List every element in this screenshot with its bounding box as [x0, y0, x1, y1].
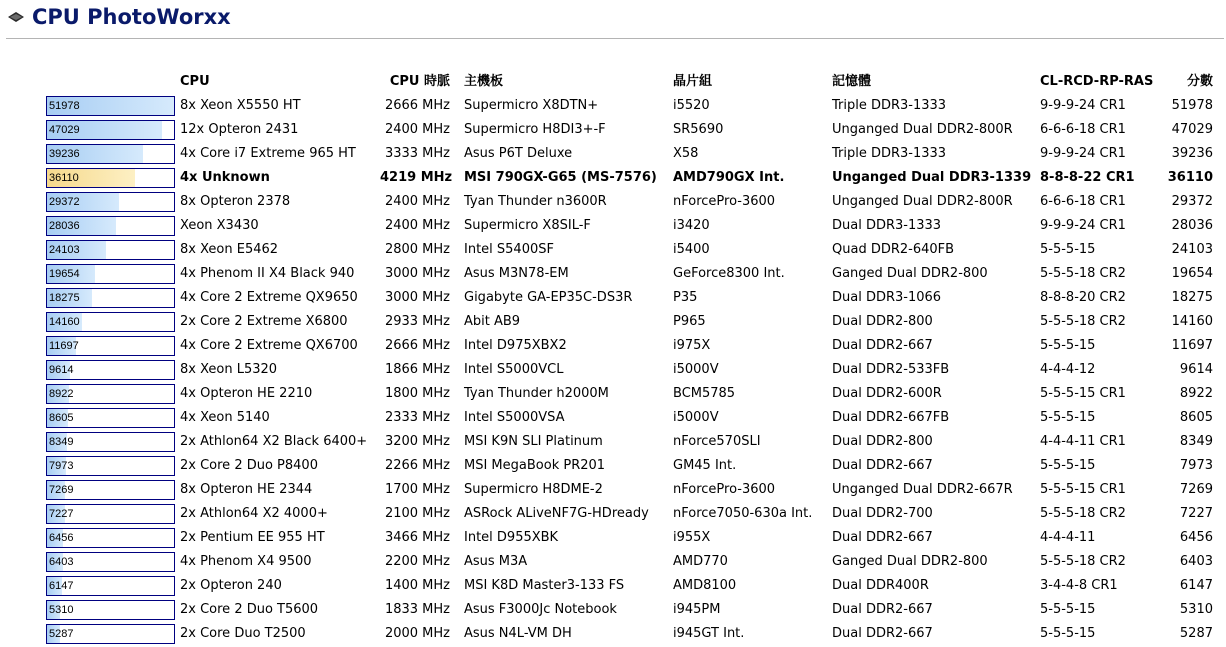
score-bar [46, 168, 175, 188]
score: 19654 [1171, 266, 1213, 281]
cpu-clock: 2266 MHz [384, 458, 450, 473]
motherboard: MSI K8D Master3-133 FS [464, 578, 625, 593]
score-bar-label: 11697 [49, 340, 79, 352]
chipset: i5520 [673, 98, 710, 113]
table-header [0, 70, 1226, 94]
score-bar [46, 144, 175, 164]
memory: Unganged Dual DDR2-800R [832, 194, 1013, 209]
cpu-name: 4x Core 2 Extreme QX6700 [180, 338, 358, 353]
memory: Dual DDR2-800 [832, 314, 933, 329]
chipset: AMD790GX Int. [673, 170, 785, 185]
score-bar [46, 384, 175, 404]
score-bar [46, 120, 175, 140]
memory: Dual DDR2-600R [832, 386, 942, 401]
memory-timing: 6-6-6-18 CR1 [1040, 122, 1126, 137]
memory: Dual DDR2-667 [832, 602, 933, 617]
table-row [0, 118, 1226, 142]
score: 6403 [1179, 554, 1213, 569]
cpu-name: 2x Core 2 Duo T5600 [180, 602, 319, 617]
memory: Dual DDR2-800 [832, 434, 933, 449]
score-bar [46, 360, 175, 380]
memory-timing: 5-5-5-15 [1040, 602, 1096, 617]
score: 7269 [1179, 482, 1213, 497]
score-bar-label: 8605 [49, 412, 74, 424]
memory: Triple DDR3-1333 [832, 146, 947, 161]
cpu-name: 2x Athlon64 X2 4000+ [180, 506, 328, 521]
motherboard: Asus M3N78-EM [464, 266, 569, 281]
cpu-clock: 2666 MHz [384, 98, 450, 113]
score-bar [46, 456, 175, 476]
cpu-name: 4x Unknown [180, 170, 270, 185]
score-bar [46, 192, 175, 212]
memory: Dual DDR2-667 [832, 626, 933, 641]
memory: Unganged Dual DDR3-1339 [832, 170, 1032, 185]
memory-timing: 9-9-9-24 CR1 [1040, 98, 1126, 113]
motherboard: Supermicro H8DME-2 [464, 482, 603, 497]
cpu-clock: 2400 MHz [384, 194, 450, 209]
chipset: nForce570SLI [673, 434, 761, 449]
score-bar-label: 18275 [49, 292, 80, 304]
memory-timing: 5-5-5-18 CR2 [1040, 266, 1126, 281]
memory: Ganged Dual DDR2-800 [832, 554, 988, 569]
memory-timing: 5-5-5-15 [1040, 338, 1096, 353]
cpu-clock: 3000 MHz [384, 266, 450, 281]
score-bar-label: 8349 [49, 436, 74, 448]
table-row [0, 166, 1226, 190]
score-bar-label: 6403 [49, 556, 74, 568]
memory-timing: 8-8-8-22 CR1 [1040, 170, 1135, 185]
memory: Unganged Dual DDR2-800R [832, 122, 1013, 137]
score-bar-label: 7269 [49, 484, 74, 496]
score: 8349 [1179, 434, 1213, 449]
table-row [0, 94, 1226, 118]
cpu-clock: 1700 MHz [384, 482, 450, 497]
memory-timing: 8-8-8-20 CR2 [1040, 290, 1126, 305]
memory-timing: 5-5-5-15 CR1 [1040, 482, 1126, 497]
score-bar-label: 24103 [49, 244, 80, 256]
table-row [0, 550, 1226, 574]
memory: Dual DDR3-1333 [832, 218, 942, 233]
motherboard: Abit AB9 [464, 314, 521, 329]
table-row [0, 238, 1226, 262]
score-bar [46, 624, 175, 644]
score-bar-label: 19654 [49, 268, 80, 280]
chipset: P35 [673, 290, 698, 305]
score-bar-label: 36110 [49, 172, 79, 184]
score: 6456 [1179, 530, 1213, 545]
score-bar-label: 5310 [49, 604, 74, 616]
score: 36110 [1167, 170, 1213, 185]
memory-timing: 5-5-5-15 [1040, 626, 1096, 641]
cpu-clock: 3000 MHz [384, 290, 450, 305]
chipset: i5000V [673, 362, 719, 377]
table-row [0, 310, 1226, 334]
chipset: nForcePro-3600 [673, 482, 776, 497]
cpu-clock: 2100 MHz [384, 506, 450, 521]
motherboard: Intel S5000VSA [464, 410, 565, 425]
chipset: i5000V [673, 410, 719, 425]
chipset: i945GT Int. [673, 626, 745, 641]
chipset: BCM5785 [673, 386, 736, 401]
column-header-timing: CL-RCD-RP-RAS [1040, 74, 1154, 89]
motherboard: MSI K9N SLI Platinum [464, 434, 603, 449]
chipset: P965 [673, 314, 706, 329]
column-header-cpu: CPU [180, 74, 210, 89]
cpu-name: 8x Xeon E5462 [180, 242, 279, 257]
memory-timing: 5-5-5-18 CR2 [1040, 554, 1126, 569]
cpu-clock: 1800 MHz [384, 386, 450, 401]
score: 39236 [1171, 146, 1213, 161]
motherboard: Asus N4L-VM DH [464, 626, 572, 641]
cpu-clock: 2200 MHz [384, 554, 450, 569]
motherboard: ASRock ALiveNF7G-HDready [464, 506, 649, 521]
motherboard: Asus M3A [464, 554, 528, 569]
cpu-clock: 3200 MHz [384, 434, 450, 449]
memory: Dual DDR2-667 [832, 530, 933, 545]
memory-timing: 5-5-5-15 [1040, 242, 1096, 257]
score: 18275 [1171, 290, 1213, 305]
column-header-chipset: 晶片組 [673, 74, 713, 89]
cpu-clock: 2933 MHz [384, 314, 450, 329]
table-row [0, 286, 1226, 310]
score-bar-label: 29372 [49, 196, 80, 208]
score: 14160 [1171, 314, 1213, 329]
score: 8922 [1179, 386, 1213, 401]
cpu-name: 2x Pentium EE 955 HT [180, 530, 325, 545]
score: 8605 [1179, 410, 1213, 425]
score-bar [46, 432, 175, 452]
score: 9614 [1179, 362, 1213, 377]
motherboard: Intel D955XBK [464, 530, 559, 545]
table-row [0, 622, 1226, 646]
memory-timing: 5-5-5-15 CR1 [1040, 386, 1126, 401]
arrow-bullet-icon [6, 9, 26, 25]
motherboard: Supermicro X8SIL-F [464, 218, 591, 233]
cpu-clock: 2666 MHz [384, 338, 450, 353]
score-bar-label: 7227 [49, 508, 74, 520]
cpu-name: 8x Xeon L5320 [180, 362, 278, 377]
cpu-clock: 2000 MHz [384, 626, 450, 641]
cpu-name: 8x Opteron HE 2344 [180, 482, 313, 497]
score-bar-label: 14160 [49, 316, 80, 328]
table-row [0, 382, 1226, 406]
memory-timing: 6-6-6-18 CR1 [1040, 194, 1126, 209]
cpu-name: 4x Phenom X4 9500 [180, 554, 312, 569]
chipset: AMD8100 [673, 578, 737, 593]
memory: Dual DDR2-667 [832, 338, 933, 353]
cpu-clock: 1833 MHz [384, 602, 450, 617]
score-bar [46, 408, 175, 428]
cpu-name: 4x Xeon 5140 [180, 410, 270, 425]
chipset: AMD770 [673, 554, 728, 569]
motherboard: MSI MegaBook PR201 [464, 458, 606, 473]
header-divider [6, 38, 1224, 39]
chipset: i945PM [673, 602, 721, 617]
memory-timing: 9-9-9-24 CR1 [1040, 146, 1126, 161]
score-bar-label: 6147 [49, 580, 74, 592]
memory: Dual DDR2-667FB [832, 410, 950, 425]
cpu-name: 2x Athlon64 X2 Black 6400+ [180, 434, 368, 449]
score-bar-label: 7973 [49, 460, 74, 472]
table-row [0, 574, 1226, 598]
score-bar-label: 51978 [49, 100, 80, 112]
memory: Quad DDR2-640FB [832, 242, 955, 257]
score-bar [46, 576, 175, 596]
memory-timing: 5-5-5-18 CR2 [1040, 314, 1126, 329]
score-bar [46, 264, 175, 284]
table-row [0, 214, 1226, 238]
motherboard: Supermicro X8DTN+ [464, 98, 599, 113]
cpu-clock: 2800 MHz [384, 242, 450, 257]
score: 24103 [1171, 242, 1213, 257]
cpu-clock: 2333 MHz [384, 410, 450, 425]
page-header [6, 2, 231, 32]
score-bar-label: 5287 [49, 628, 74, 640]
score-bar [46, 600, 175, 620]
memory: Dual DDR2-533FB [832, 362, 950, 377]
score: 7227 [1179, 506, 1213, 521]
cpu-clock: 3333 MHz [384, 146, 450, 161]
score-bar [46, 312, 175, 332]
chipset: i975X [673, 338, 711, 353]
column-header-motherboard: 主機板 [464, 74, 504, 89]
score-bar [46, 504, 175, 524]
score-bar [46, 528, 175, 548]
motherboard: Asus F3000Jc Notebook [464, 602, 617, 617]
cpu-name: 4x Core 2 Extreme QX9650 [180, 290, 358, 305]
memory-timing: 5-5-5-15 [1040, 458, 1096, 473]
chipset: SR5690 [673, 122, 724, 137]
cpu-name: 4x Opteron HE 2210 [180, 386, 313, 401]
table-row [0, 430, 1226, 454]
chipset: i3420 [673, 218, 710, 233]
table-row [0, 598, 1226, 622]
table-row [0, 478, 1226, 502]
memory-timing: 4-4-4-12 [1040, 362, 1096, 377]
column-header-memory: 記憶體 [832, 74, 872, 89]
table-row [0, 454, 1226, 478]
cpu-clock: 2400 MHz [384, 218, 450, 233]
score: 47029 [1171, 122, 1213, 137]
score-bar-label: 8922 [49, 388, 74, 400]
memory: Triple DDR3-1333 [832, 98, 947, 113]
motherboard: Asus P6T Deluxe [464, 146, 573, 161]
cpu-clock: 1866 MHz [384, 362, 450, 377]
memory-timing: 3-4-4-8 CR1 [1040, 578, 1118, 593]
cpu-name: Xeon X3430 [180, 218, 259, 233]
cpu-name: 8x Xeon X5550 HT [180, 98, 301, 113]
chipset: GeForce8300 Int. [673, 266, 785, 281]
score: 5287 [1179, 626, 1213, 641]
motherboard: MSI 790GX-G65 (MS-7576) [464, 170, 657, 185]
memory: Dual DDR400R [832, 578, 929, 593]
motherboard: Gigabyte GA-EP35C-DS3R [464, 290, 633, 305]
score-bar [46, 552, 175, 572]
score-bar [46, 480, 175, 500]
score-bar [46, 96, 175, 116]
score: 28036 [1171, 218, 1213, 233]
chipset: nForce7050-630a Int. [673, 506, 813, 521]
chipset: nForcePro-3600 [673, 194, 776, 209]
table-row [0, 190, 1226, 214]
chipset: i955X [673, 530, 711, 545]
cpu-clock: 1400 MHz [384, 578, 450, 593]
table-row [0, 142, 1226, 166]
chipset: GM45 Int. [673, 458, 737, 473]
table-row [0, 262, 1226, 286]
cpu-name: 4x Phenom II X4 Black 940 [180, 266, 355, 281]
motherboard: Supermicro H8DI3+-F [464, 122, 606, 137]
cpu-name: 4x Core i7 Extreme 965 HT [180, 146, 356, 161]
memory-timing: 9-9-9-24 CR1 [1040, 218, 1126, 233]
cpu-name: 2x Opteron 240 [180, 578, 282, 593]
chipset: X58 [673, 146, 699, 161]
chipset: i5400 [673, 242, 710, 257]
table-row [0, 358, 1226, 382]
score-bar [46, 288, 175, 308]
memory-timing: 4-4-4-11 CR1 [1040, 434, 1126, 449]
benchmark-table [0, 70, 1226, 646]
memory: Dual DDR3-1066 [832, 290, 942, 305]
score-bar-label: 39236 [49, 148, 80, 160]
table-row [0, 334, 1226, 358]
memory-timing: 5-5-5-15 [1040, 410, 1096, 425]
cpu-clock: 4219 MHz [380, 170, 453, 185]
cpu-name: 12x Opteron 2431 [180, 122, 299, 137]
column-header-clock: CPU 時脈 [389, 74, 450, 89]
motherboard: Tyan Thunder n3600R [464, 194, 607, 209]
table-row [0, 526, 1226, 550]
score-bar [46, 216, 175, 236]
motherboard: Intel S5400SF [464, 242, 554, 257]
cpu-name: 8x Opteron 2378 [180, 194, 291, 209]
score: 6147 [1179, 578, 1213, 593]
memory-timing: 4-4-4-11 [1040, 530, 1096, 545]
score: 5310 [1179, 602, 1213, 617]
score-bar-label: 47029 [49, 124, 80, 136]
score-bar-label: 28036 [49, 220, 80, 232]
cpu-clock: 2400 MHz [384, 122, 450, 137]
memory-timing: 5-5-5-18 CR2 [1040, 506, 1126, 521]
column-header-score: 分數 [1186, 74, 1213, 89]
score: 11697 [1171, 338, 1213, 353]
memory: Ganged Dual DDR2-800 [832, 266, 988, 281]
page-title: CPU PhotoWorxx [32, 5, 231, 29]
cpu-clock: 3466 MHz [384, 530, 450, 545]
score: 7973 [1179, 458, 1213, 473]
score-bar [46, 240, 175, 260]
table-body [0, 94, 1226, 646]
memory: Unganged Dual DDR2-667R [832, 482, 1013, 497]
motherboard: Intel D975XBX2 [464, 338, 567, 353]
cpu-name: 2x Core 2 Extreme X6800 [180, 314, 348, 329]
cpu-name: 2x Core 2 Duo P8400 [180, 458, 318, 473]
memory: Dual DDR2-667 [832, 458, 933, 473]
memory: Dual DDR2-700 [832, 506, 933, 521]
table-row [0, 406, 1226, 430]
score-bar-label: 6456 [49, 532, 74, 544]
motherboard: Tyan Thunder h2000M [464, 386, 609, 401]
score-bar [46, 336, 175, 356]
score-bar-label: 9614 [49, 364, 74, 376]
motherboard: Intel S5000VCL [464, 362, 564, 377]
score: 29372 [1171, 194, 1213, 209]
table-row [0, 502, 1226, 526]
cpu-name: 2x Core Duo T2500 [180, 626, 306, 641]
score: 51978 [1171, 98, 1213, 113]
